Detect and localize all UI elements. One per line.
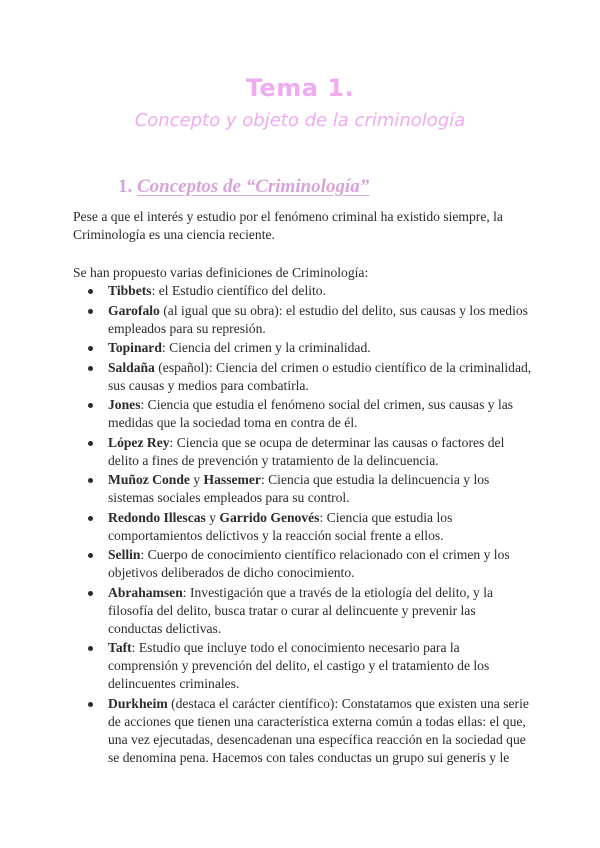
author-name: Redondo Illescas: [108, 509, 206, 525]
author-name: Durkheim: [108, 695, 168, 711]
definition-text: : Ciencia que estudia los comportamientos delictivos y la reacción social frente a ellos.: [108, 509, 453, 543]
author-name-second: Garrido Genovés: [219, 509, 320, 525]
author-name: Tibbets: [108, 283, 152, 298]
author-name: Jones: [108, 397, 141, 412]
definition-text: (al igual que su obra): el estudio del delito, sus causas y los medios empleados para su represión.: [108, 302, 528, 336]
bullet-icon: [88, 702, 93, 707]
list-item: [73, 434, 533, 470]
page-subtitle: Concepto y objeto de la criminología: [134, 110, 466, 131]
definition-text: : Ciencia del crimen y la criminalidad.: [161, 340, 371, 355]
definition-text: (destaca el carácter científico): Constatamos que existen una serie de acciones que tienen una característica externa común a todas ellas: el que, una vez ejecutadas, desencadenan una específica reacción en la sociedad que se denomina pena. Hacemos con tales conductas un grupo sui generis y le: [108, 695, 529, 765]
joiner-text: y: [205, 509, 220, 525]
definition-text: : Ciencia que estudia el fenómeno social del crimen, sus causas y las medidas que la sociedad toma en contra de él.: [108, 397, 514, 430]
definition-text: : Investigación que a través de la etiología del delito, y la filosofía del delito, busca tratar o curar al delincuente y prevenir las conductas delictivas.: [108, 584, 494, 636]
bullet-icon: [88, 346, 93, 351]
bullet-icon: [88, 309, 93, 314]
definition-text: : Estudio que incluye todo el conocimiento necesario para la comprensión y prevención del delito, el castigo y el tratamiento de los delincuentes criminales.: [108, 640, 490, 691]
definition-text: : Ciencia que estudia la delincuencia y los sistemas sociales empleados para su control.: [108, 472, 490, 505]
author-name: Taft: [108, 640, 132, 655]
definition-text: : Ciencia que se ocupa de determinar las causas o factores del delito a fines de prevención y tratamiento de la delincuencia.: [108, 434, 505, 468]
list-item: [73, 282, 533, 300]
definition-text: : Cuerpo de conocimiento científico relacionado con el crimen y los objetivos deliberados de dicho conocimiento.: [108, 547, 510, 580]
list-item: [73, 546, 533, 582]
bullet-icon: [88, 646, 93, 651]
author-name: Saldaña: [108, 359, 155, 375]
bullet-icon: [88, 516, 93, 521]
list-item: [73, 396, 533, 432]
list-item: [73, 339, 533, 357]
list-item: [73, 471, 533, 507]
list-item: [73, 584, 533, 638]
author-name: Muñoz Conde: [108, 472, 190, 487]
intro-paragraph: Pese a que el interés y estudio por el fenómeno criminal ha existido siempre, la Criminología es una ciencia reciente.: [73, 209, 503, 242]
author-name: Abrahamsen: [108, 584, 183, 600]
bullet-icon: [88, 441, 93, 446]
author-name: Topinard: [108, 340, 162, 355]
bullet-icon: [88, 478, 93, 483]
section-title: Conceptos de “Criminología”: [137, 176, 370, 197]
bullet-icon: [88, 591, 93, 596]
list-item: [73, 359, 533, 395]
author-name-second: Hassemer: [203, 472, 261, 487]
bullet-icon: [88, 553, 93, 558]
joiner-text: y: [189, 472, 204, 487]
section-number: 1.: [118, 176, 133, 197]
definition-text: : el Estudio científico del delito.: [151, 283, 326, 298]
author-name: Garofalo: [108, 302, 160, 318]
page-title: Tema 1.: [245, 74, 355, 102]
bullet-icon: [88, 366, 93, 371]
definitions-list: [73, 282, 533, 768]
bullet-icon: [88, 403, 93, 408]
list-item: [73, 639, 533, 693]
section-heading: [118, 176, 369, 198]
author-name: Sellin: [108, 547, 141, 562]
list-item: [73, 302, 533, 338]
lead-paragraph: Se han propuesto varias definiciones de Criminología:: [73, 265, 369, 280]
list-item: [73, 509, 533, 545]
bullet-icon: [88, 289, 93, 294]
list-item: [73, 695, 533, 767]
definition-text: (español): Ciencia del crimen o estudio científico de la criminalidad, sus causas y medios para combatirla.: [108, 359, 532, 393]
author-name: López Rey: [108, 434, 170, 450]
